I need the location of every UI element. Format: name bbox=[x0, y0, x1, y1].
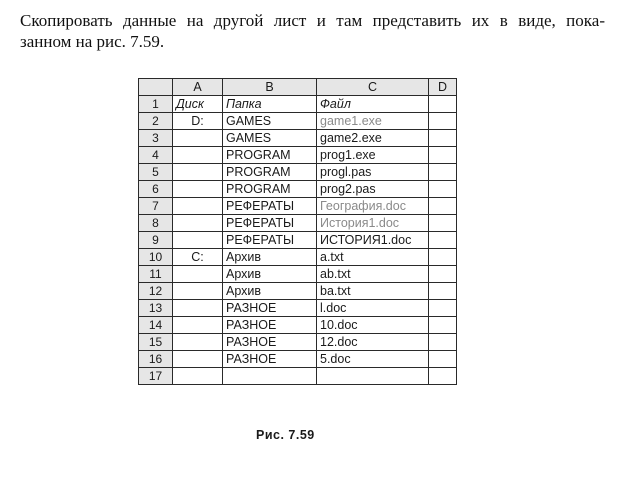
cell-d bbox=[429, 368, 457, 385]
cell-a bbox=[173, 334, 223, 351]
cell-d bbox=[429, 215, 457, 232]
cell-a: Диск bbox=[173, 96, 223, 113]
cell-d bbox=[429, 334, 457, 351]
row-number: 14 bbox=[139, 317, 173, 334]
row-number: 11 bbox=[139, 266, 173, 283]
row-number: 13 bbox=[139, 300, 173, 317]
cell-d bbox=[429, 249, 457, 266]
row-number: 7 bbox=[139, 198, 173, 215]
cell-b: РЕФЕРАТЫ bbox=[223, 198, 317, 215]
cell-c: История1.doc bbox=[317, 215, 429, 232]
cell-a bbox=[173, 351, 223, 368]
row-number: 17 bbox=[139, 368, 173, 385]
cell-b: Папка bbox=[223, 96, 317, 113]
cell-b bbox=[223, 368, 317, 385]
table-row bbox=[139, 368, 457, 385]
cell-a bbox=[173, 130, 223, 147]
cell-c: prog2.pas bbox=[317, 181, 429, 198]
cell-a bbox=[173, 283, 223, 300]
table-row bbox=[139, 147, 457, 164]
figure-caption: Рис. 7.59 bbox=[256, 428, 315, 442]
task-text-line-1: Скопировать данные на другой лист и там представить их в виде, пока- bbox=[20, 11, 605, 30]
cell-d bbox=[429, 198, 457, 215]
row-number: 10 bbox=[139, 249, 173, 266]
table-row bbox=[139, 164, 457, 181]
table-row bbox=[139, 266, 457, 283]
cell-a bbox=[173, 215, 223, 232]
row-number: 6 bbox=[139, 181, 173, 198]
cell-a bbox=[173, 317, 223, 334]
cell-a bbox=[173, 164, 223, 181]
cell-b: PROGRAM bbox=[223, 164, 317, 181]
cell-b: PROGRAM bbox=[223, 181, 317, 198]
table-row bbox=[139, 334, 457, 351]
cell-b: GAMES bbox=[223, 130, 317, 147]
cell-c: 12.doc bbox=[317, 334, 429, 351]
cell-d bbox=[429, 164, 457, 181]
table-row bbox=[139, 300, 457, 317]
cell-d bbox=[429, 317, 457, 334]
cell-a bbox=[173, 266, 223, 283]
cell-c: Файл bbox=[317, 96, 429, 113]
table-row bbox=[139, 96, 457, 113]
column-header-a: A bbox=[173, 79, 223, 96]
table-row bbox=[139, 351, 457, 368]
row-number: 5 bbox=[139, 164, 173, 181]
cell-c: ba.txt bbox=[317, 283, 429, 300]
table-row bbox=[139, 113, 457, 130]
table-row bbox=[139, 249, 457, 266]
cell-a bbox=[173, 181, 223, 198]
cell-b: Архив bbox=[223, 283, 317, 300]
table-row bbox=[139, 130, 457, 147]
task-text bbox=[20, 10, 605, 52]
cell-a bbox=[173, 300, 223, 317]
column-header-c: C bbox=[317, 79, 429, 96]
cell-c: ab.txt bbox=[317, 266, 429, 283]
cell-b: РЕФЕРАТЫ bbox=[223, 232, 317, 249]
spreadsheet-figure bbox=[138, 78, 457, 385]
cell-d bbox=[429, 96, 457, 113]
cell-a: C: bbox=[173, 249, 223, 266]
cell-c: 10.doc bbox=[317, 317, 429, 334]
cell-c: game2.exe bbox=[317, 130, 429, 147]
cell-d bbox=[429, 147, 457, 164]
row-number: 4 bbox=[139, 147, 173, 164]
cell-b: РАЗНОЕ bbox=[223, 300, 317, 317]
column-header-d: D bbox=[429, 79, 457, 96]
cell-c: ИСТОРИЯ1.doc bbox=[317, 232, 429, 249]
cell-d bbox=[429, 130, 457, 147]
table-row bbox=[139, 181, 457, 198]
task-text-line-2: занном на рис. 7.59. bbox=[20, 32, 165, 51]
cell-b: РАЗНОЕ bbox=[223, 317, 317, 334]
table-row bbox=[139, 283, 457, 300]
cell-d bbox=[429, 113, 457, 130]
cell-c: progl.pas bbox=[317, 164, 429, 181]
cell-b: GAMES bbox=[223, 113, 317, 130]
row-number: 8 bbox=[139, 215, 173, 232]
cell-a: D: bbox=[173, 113, 223, 130]
cell-d bbox=[429, 351, 457, 368]
column-header-b: B bbox=[223, 79, 317, 96]
table-row bbox=[139, 232, 457, 249]
cell-c bbox=[317, 368, 429, 385]
cell-c: a.txt bbox=[317, 249, 429, 266]
cell-c: 5.doc bbox=[317, 351, 429, 368]
row-number: 1 bbox=[139, 96, 173, 113]
cell-c: game1.exe bbox=[317, 113, 429, 130]
cell-a bbox=[173, 198, 223, 215]
row-number: 9 bbox=[139, 232, 173, 249]
cell-b: Архив bbox=[223, 249, 317, 266]
cell-b: РАЗНОЕ bbox=[223, 334, 317, 351]
cell-a bbox=[173, 147, 223, 164]
cell-b: РЕФЕРАТЫ bbox=[223, 215, 317, 232]
table-row bbox=[139, 198, 457, 215]
row-number: 12 bbox=[139, 283, 173, 300]
cell-d bbox=[429, 181, 457, 198]
table-row bbox=[139, 317, 457, 334]
cell-d bbox=[429, 300, 457, 317]
cell-c: География.doc bbox=[317, 198, 429, 215]
row-number: 2 bbox=[139, 113, 173, 130]
row-number: 15 bbox=[139, 334, 173, 351]
row-number: 3 bbox=[139, 130, 173, 147]
cell-c: l.doc bbox=[317, 300, 429, 317]
corner-cell bbox=[139, 79, 173, 96]
cell-a bbox=[173, 368, 223, 385]
cell-d bbox=[429, 266, 457, 283]
cell-b: Архив bbox=[223, 266, 317, 283]
cell-d bbox=[429, 232, 457, 249]
cell-b: PROGRAM bbox=[223, 147, 317, 164]
table-row bbox=[139, 215, 457, 232]
row-number: 16 bbox=[139, 351, 173, 368]
column-header-row bbox=[139, 79, 457, 96]
cell-b: РАЗНОЕ bbox=[223, 351, 317, 368]
cell-c: prog1.exe bbox=[317, 147, 429, 164]
cell-a bbox=[173, 232, 223, 249]
cell-d bbox=[429, 283, 457, 300]
